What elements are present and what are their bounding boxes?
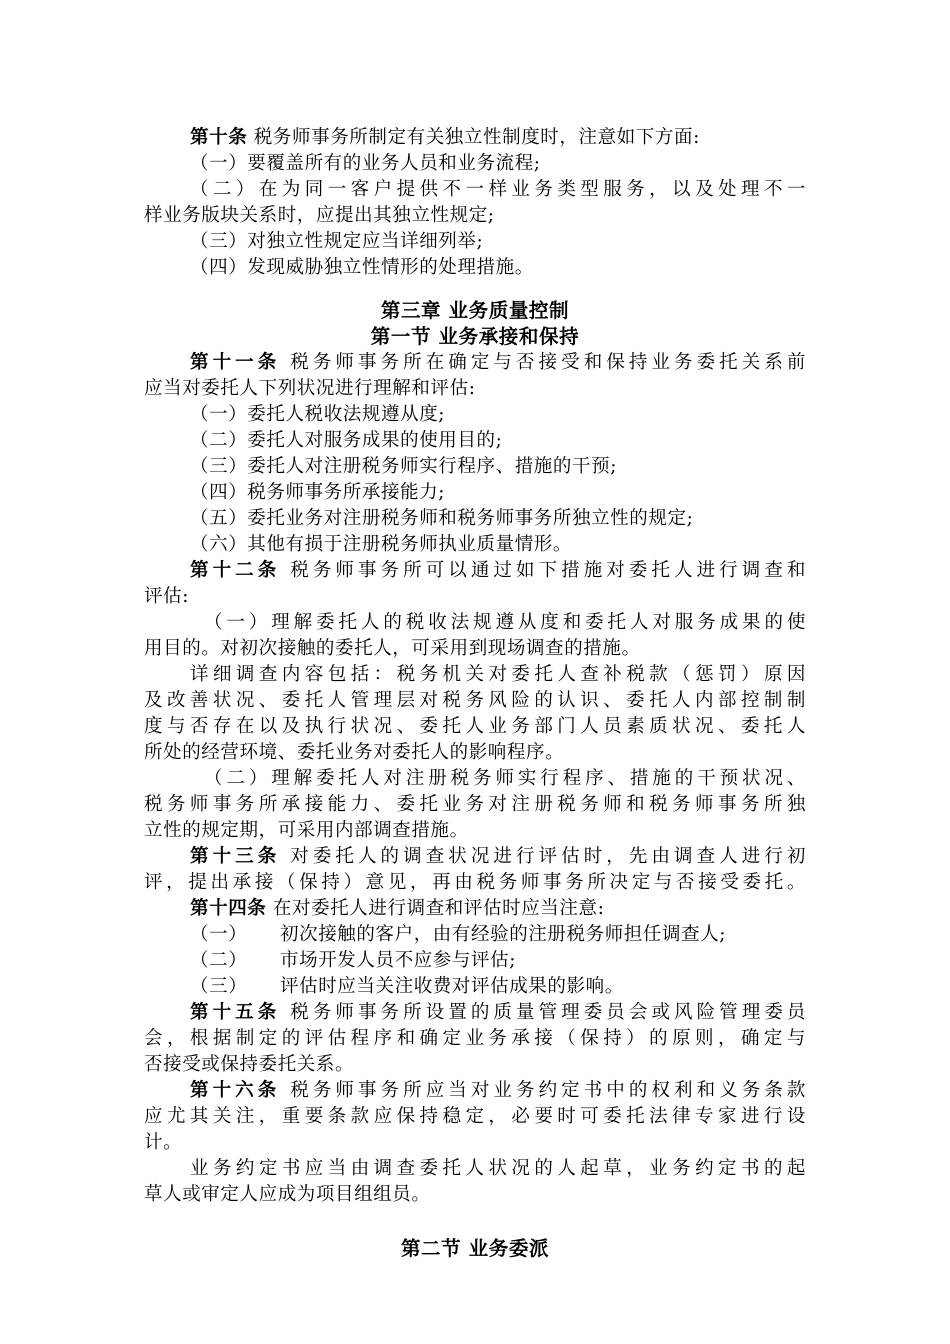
- article-10-item-3: （三）对独立性规定应当详细列举;: [190, 231, 484, 252]
- article-12-para-3-line-2: 税务师事务所承接能力、委托业务对注册税务师和税务师事务所独: [144, 794, 806, 815]
- item-text: 初次接触的客户，由有经验的注册税务师担任调查人;: [280, 924, 727, 945]
- article-11-item-6: （六）其他有损于注册税务师执业质量情形。: [190, 534, 573, 555]
- article-12-para-3-line-3: 立性的规定期，可采用内部调查措施。: [144, 820, 469, 841]
- item-text: 评估时应当关注收费对评估成果的影响。: [280, 976, 624, 997]
- article-10-item-2-cont: 样业务版块关系时，应提出其独立性规定;: [144, 205, 495, 226]
- article-11-item-1: （一）委托人税收法规遵从度;: [190, 404, 446, 425]
- article-14-text: 在对委托人进行调查和评估时应当注意:: [272, 898, 605, 919]
- item-label: （一）: [190, 924, 248, 945]
- article-15-text-cont-1: 会，根据制定的评估程序和确定业务承接（保持）的原则，确定与: [144, 1028, 806, 1049]
- article-10-item-1: （一）要覆盖所有的业务人员和业务流程;: [190, 153, 541, 174]
- article-16-label: 第十六条: [190, 1080, 281, 1101]
- article-14-item-3: [190, 974, 806, 1000]
- article-12-text-cont: 评估:: [144, 586, 190, 607]
- article-11-heading: [190, 350, 806, 376]
- article-11-item-3: （三）委托人对注册税务师实行程序、措施的干预;: [190, 456, 618, 477]
- article-14-label: 第十四条: [190, 898, 267, 919]
- article-16-para-2-line-1: 业务约定书应当由调查委托人状况的人起草，业务约定书的起: [190, 1158, 806, 1179]
- item-label: （三）: [190, 976, 248, 997]
- article-10-item-2: （二）在为同一客户提供不一样业务类型服务，以及处理不一: [190, 179, 806, 200]
- article-12-label: 第十二条: [190, 560, 281, 581]
- section-1-title: 第一节 业务承接和保持: [370, 325, 580, 348]
- article-16-para-2-line-2: 草人或审定人应成为项目组组员。: [144, 1184, 431, 1205]
- article-11-item-5: （五）委托业务对注册税务师和税务师事务所独立性的规定;: [190, 508, 694, 529]
- section-2-title: 第二节 业务委派: [400, 1237, 550, 1260]
- article-14-heading: [190, 896, 806, 922]
- article-11-item-4: （四）税务师事务所承接能力;: [190, 482, 446, 503]
- article-16-text: 税务师事务所应当对业务约定书中的权利和义务条款: [290, 1080, 806, 1101]
- article-12-para-1-line-2: 用目的。对初次接触的委托人，可采用到现场调查的措施。: [144, 638, 641, 659]
- article-11-text: 税务师事务所在确定与否接受和保持业务委托关系前: [290, 352, 806, 373]
- article-14-item-1: [190, 922, 806, 948]
- article-12-text: 税务师事务所可以通过如下措施对委托人进行调查和: [290, 560, 806, 581]
- article-13-heading: [190, 844, 806, 870]
- article-15-label: 第十五条: [190, 1002, 281, 1023]
- item-text: 市场开发人员不应参与评估;: [280, 950, 517, 971]
- article-12-para-3-line-1: （二）理解委托人对注册税务师实行程序、措施的干预状况、: [204, 768, 806, 789]
- article-16-heading: [190, 1078, 806, 1104]
- article-12-para-2-line-4: 所处的经营环境、委托业务对委托人的影响程序。: [144, 742, 565, 763]
- article-12-para-2-line-2: 及改善状况、委托人管理层对税务风险的认识、委托人内部控制制: [144, 690, 806, 711]
- article-13-label: 第十三条: [190, 846, 281, 867]
- article-12-para-2-line-1: 详细调查内容包括：税务机关对委托人查补税款（惩罚）原因: [190, 664, 806, 685]
- article-10-heading: [190, 125, 806, 151]
- article-11-item-2: （二）委托人对服务成果的使用目的;: [190, 430, 503, 451]
- article-14-item-2: [190, 948, 806, 974]
- article-15-text-cont-2: 否接受或保持委托关系。: [144, 1054, 355, 1075]
- article-12-para-2-line-3: 度与否存在以及执行状况、委托人业务部门人员素质状况、委托人: [144, 716, 806, 737]
- article-13-text-cont: 评，提出承接（保持）意见，再由税务师事务所决定与否接受委托。: [144, 872, 806, 893]
- article-15-text: 税务师事务所设置的质量管理委员会或风险管理委员: [290, 1002, 806, 1023]
- article-16-text-cont-2: 计。: [144, 1132, 183, 1153]
- chapter-title: 第三章 业务质量控制: [380, 299, 570, 322]
- item-label: （二）: [190, 950, 248, 971]
- article-11-text-cont: 应当对委托人下列状况进行理解和评估:: [144, 378, 476, 399]
- article-15-heading: [190, 1000, 806, 1026]
- article-12-heading: [190, 558, 806, 584]
- article-16-text-cont-1: 应尤其关注，重要条款应保持稳定，必要时可委托法律专家进行设: [144, 1106, 806, 1127]
- article-10-item-4: （四）发现威胁独立性情形的处理措施。: [190, 257, 534, 278]
- article-12-para-1-line-1: （一）理解委托人的税收法规遵从度和委托人对服务成果的使: [204, 612, 806, 633]
- article-10-label: 第十条: [190, 127, 248, 148]
- article-13-text: 对委托人的调查状况进行评估时，先由调查人进行初: [290, 846, 806, 867]
- article-11-label: 第十一条: [190, 352, 281, 373]
- article-10-text: 税务师事务所制定有关独立性制度时，注意如下方面:: [253, 127, 700, 148]
